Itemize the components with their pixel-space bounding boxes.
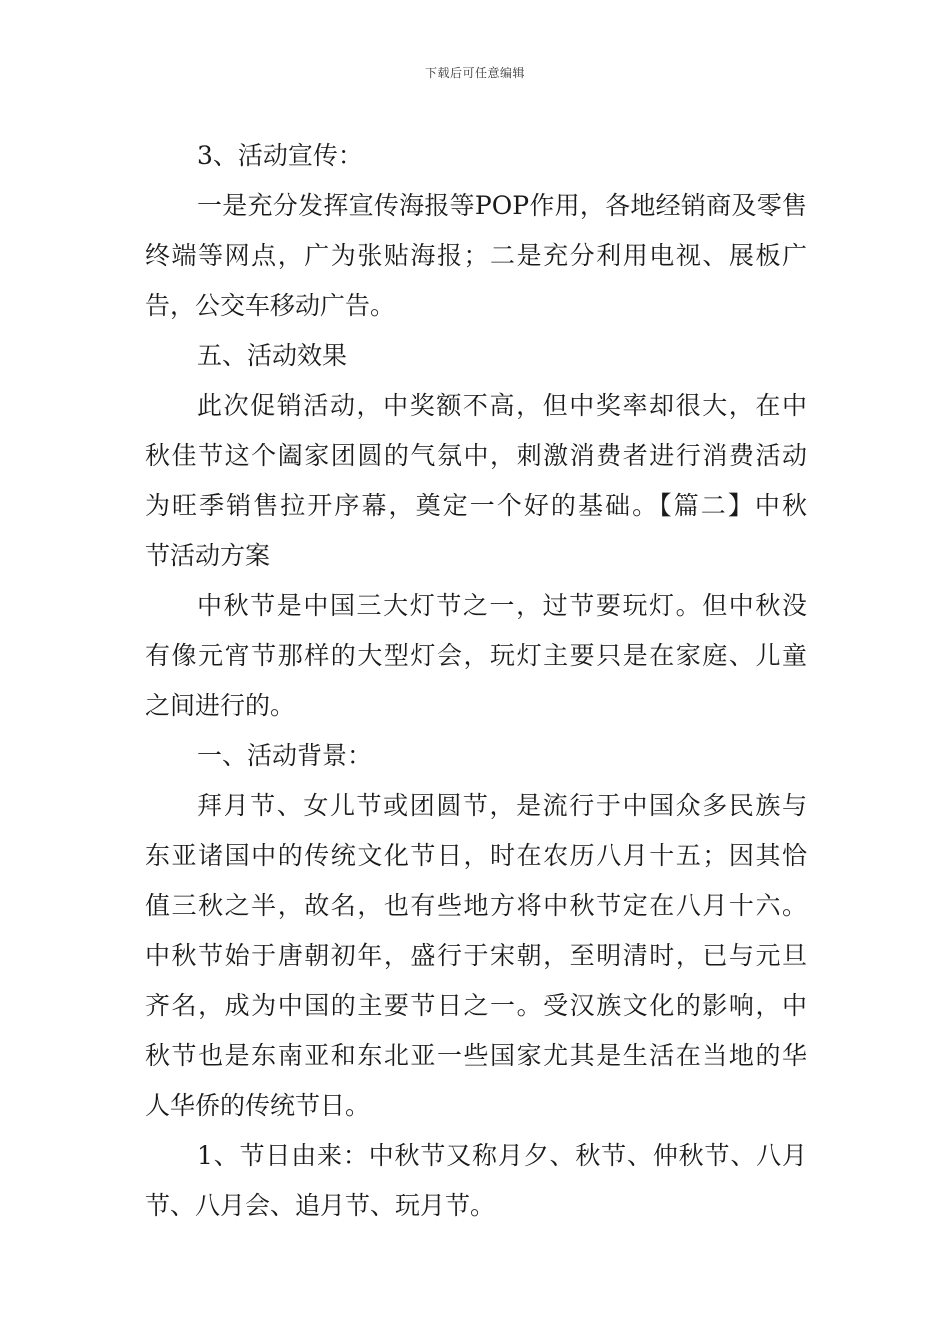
text-line: 一是充分发挥宣传海报等POP作用，各地经销商及零售 (197, 191, 807, 220)
text-line: 告，公交车移动广告。 (145, 291, 396, 320)
text-line: 齐名，成为中国的主要节日之一。受汉族文化的影响，中 (145, 991, 807, 1020)
text-line-activity-effect-heading: 五、活动效果 (197, 341, 348, 370)
text-line: 有像元宵节那样的大型灯会，玩灯主要只是在家庭、儿童 (145, 641, 807, 670)
text-line: 秋佳节这个阖家团圆的气氛中，刺激消费者进行消费活动 (145, 441, 807, 470)
text-line: 值三秋之半，故名，也有些地方将中秋节定在八月十六。 (145, 891, 807, 920)
text-line: 秋节也是东南亚和东北亚一些国家尤其是生活在当地的华 (145, 1041, 807, 1070)
text-line: 节、八月会、追月节、玩月节。 (145, 1191, 496, 1220)
text-line-background-heading: 一、活动背景： (197, 741, 373, 770)
text-line: 1、节日由来：中秋节又称月夕、秋节、仲秋节、八月 (197, 1141, 807, 1170)
text-line: 中秋节是中国三大灯节之一，过节要玩灯。但中秋没 (197, 591, 807, 620)
text-line: 拜月节、女儿节或团圆节，是流行于中国众多民族与 (197, 791, 807, 820)
text-line: 此次促销活动，中奖额不高，但中奖率却很大，在中 (197, 391, 807, 420)
text-line: 人华侨的传统节日。 (145, 1091, 371, 1120)
document-body (145, 131, 807, 1231)
text-line: 之间进行的。 (145, 691, 296, 720)
text-line: 终端等网点，广为张贴海报；二是充分利用电视、展板广 (145, 241, 807, 270)
text-line: 为旺季销售拉开序幕，奠定一个好的基础。【篇二】中秋 (145, 491, 807, 520)
text-line-activity-promotion-heading: 3、活动宣传： (197, 141, 363, 170)
text-line: 东亚诸国中的传统文化节日，时在农历八月十五；因其恰 (145, 841, 807, 870)
text-line: 中秋节始于唐朝初年，盛行于宋朝，至明清时，已与元旦 (145, 941, 807, 970)
text-line: 节活动方案 (145, 541, 271, 570)
header-note: 下载后可任意编辑 (424, 66, 525, 80)
